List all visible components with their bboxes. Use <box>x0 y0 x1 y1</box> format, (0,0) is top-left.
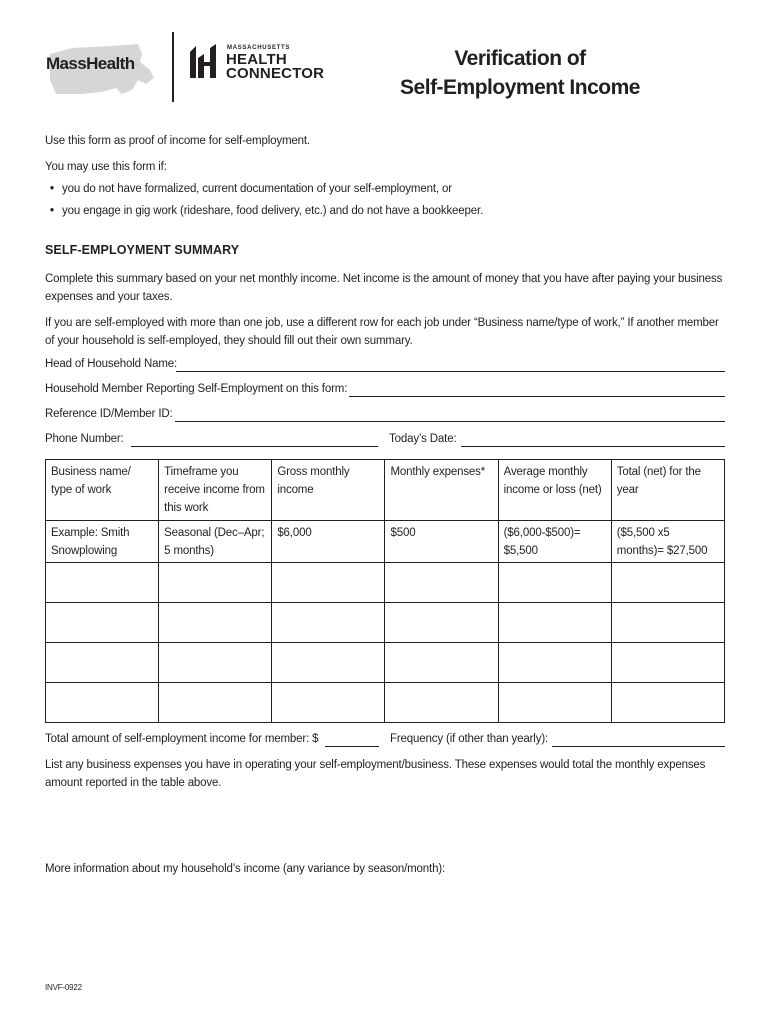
table-cell-input[interactable] <box>272 603 385 643</box>
total-income-line[interactable] <box>325 746 379 747</box>
multiple-jobs-instructions: If you are self-employed with more than one job, use a different row for each job under “Business name/type of work,” If another member of your household is self-employed, they should fill out their own summary. <box>45 317 719 347</box>
frequency-field[interactable] <box>390 731 725 749</box>
table-cell-input[interactable] <box>385 603 498 643</box>
title-line-2: Self-Employment Income <box>400 76 640 99</box>
title-line-1: Verification of <box>454 47 586 70</box>
table-cell-input[interactable] <box>498 683 611 723</box>
table-cell-input[interactable] <box>272 563 385 603</box>
household-member-line[interactable] <box>349 396 725 397</box>
table-cell-input[interactable] <box>498 563 611 603</box>
table-cell-input[interactable] <box>46 683 159 723</box>
example-row <box>46 521 725 563</box>
bullet-item: • you engage in gig work (rideshare, food delivery, etc.) and do not have a bookkeeper. <box>50 202 483 220</box>
bullet-icon: • <box>50 205 54 217</box>
health-connector-mark-icon <box>188 44 218 80</box>
table-cell-input[interactable] <box>611 563 724 603</box>
table-cell-input[interactable] <box>498 643 611 683</box>
reference-id-label: Reference ID/Member ID: <box>45 408 173 420</box>
frequency-label: Frequency (if other than yearly): <box>390 733 549 745</box>
masshealth-wordmark: MassHealth <box>46 54 135 73</box>
section-heading: SELF-EMPLOYMENT SUMMARY <box>45 243 240 257</box>
table-cell-input[interactable] <box>498 603 611 643</box>
page-title <box>370 44 670 102</box>
table-cell-input[interactable] <box>385 683 498 723</box>
form-code: INVF-0922 <box>45 983 82 992</box>
column-header-gross: Gross monthly income <box>272 460 385 521</box>
table-cell-input[interactable] <box>272 683 385 723</box>
summary-instructions: Complete this summary based on your net monthly income. Net income is the amount of money that you have after paying your business expenses and your taxes. <box>45 273 723 303</box>
todays-date-field[interactable] <box>389 431 725 449</box>
phone-number-line[interactable] <box>131 446 378 447</box>
phone-number-label: Phone Number: <box>45 433 124 445</box>
table-row <box>46 643 725 683</box>
table-cell-input[interactable] <box>159 603 272 643</box>
table-header-row <box>46 460 725 521</box>
bullet-item: • you do not have formalized, current documentation of your self-employment, or <box>50 180 452 198</box>
table-cell-input[interactable] <box>46 603 159 643</box>
table-cell-input[interactable] <box>272 643 385 683</box>
column-header-expenses: Monthly expenses* <box>385 460 498 521</box>
household-member-field[interactable] <box>45 381 725 399</box>
head-of-household-line[interactable] <box>176 371 725 372</box>
phone-number-field[interactable] <box>45 431 380 449</box>
reference-id-line[interactable] <box>175 421 725 422</box>
self-employment-table <box>45 459 725 723</box>
head-of-household-label: Head of Household Name: <box>45 358 178 370</box>
table-row <box>46 683 725 723</box>
intro-text: Use this form as proof of income for self-employment. <box>45 135 310 147</box>
table-cell: ($6,000-$500)= $5,500 <box>498 521 611 563</box>
logo-divider <box>172 32 174 102</box>
column-header-average: Average monthly income or loss (net) <box>498 460 611 521</box>
table-row <box>46 603 725 643</box>
table-cell: Example: Smith Snowplowing <box>46 521 159 563</box>
table-cell: $500 <box>385 521 498 563</box>
todays-date-label: Today’s Date: <box>389 433 457 445</box>
column-header-timeframe: Timeframe you receive income from this work <box>159 460 272 521</box>
more-info-text: More information about my household’s income (any variance by season/month): <box>45 863 446 875</box>
frequency-line[interactable] <box>552 746 725 747</box>
column-header-total: Total (net) for the year <box>611 460 724 521</box>
table-cell-input[interactable] <box>46 563 159 603</box>
table-cell-input[interactable] <box>159 683 272 723</box>
table-row <box>46 563 725 603</box>
connector-logo-state: MASSACHUSETTS <box>227 45 291 51</box>
household-member-label: Household Member Reporting Self-Employment on this form: <box>45 383 348 395</box>
table-cell-input[interactable] <box>385 643 498 683</box>
table-cell-input[interactable] <box>611 603 724 643</box>
table-cell-input[interactable] <box>611 683 724 723</box>
bullet-icon: • <box>50 183 54 195</box>
table-cell-input[interactable] <box>385 563 498 603</box>
table-cell-input[interactable] <box>159 643 272 683</box>
table-cell-input[interactable] <box>611 643 724 683</box>
table-cell-input[interactable] <box>159 563 272 603</box>
intro-conditions: You may use this form if: <box>45 161 167 173</box>
connector-logo-connector: CONNECTOR <box>226 65 325 82</box>
todays-date-line[interactable] <box>461 446 725 447</box>
head-of-household-field[interactable] <box>45 356 725 374</box>
total-income-field[interactable] <box>45 731 379 749</box>
reference-id-field[interactable] <box>45 406 725 424</box>
column-header-business: Business name/ type of work <box>46 460 159 521</box>
business-expenses-text: List any business expenses you have in operating your self-employment/business. These expenses would total the monthly expenses amount reported in the table above. <box>45 759 706 789</box>
table-cell-input[interactable] <box>46 643 159 683</box>
masshealth-logo <box>42 40 162 102</box>
table-cell: Seasonal (Dec–Apr; 5 months) <box>159 521 272 563</box>
connector-logo-health: HEALTH <box>226 51 287 68</box>
table-cell: $6,000 <box>272 521 385 563</box>
table-cell: ($5,500 x5 months)= $27,500 <box>611 521 724 563</box>
total-income-label: Total amount of self-employment income for member: $ <box>45 733 319 745</box>
